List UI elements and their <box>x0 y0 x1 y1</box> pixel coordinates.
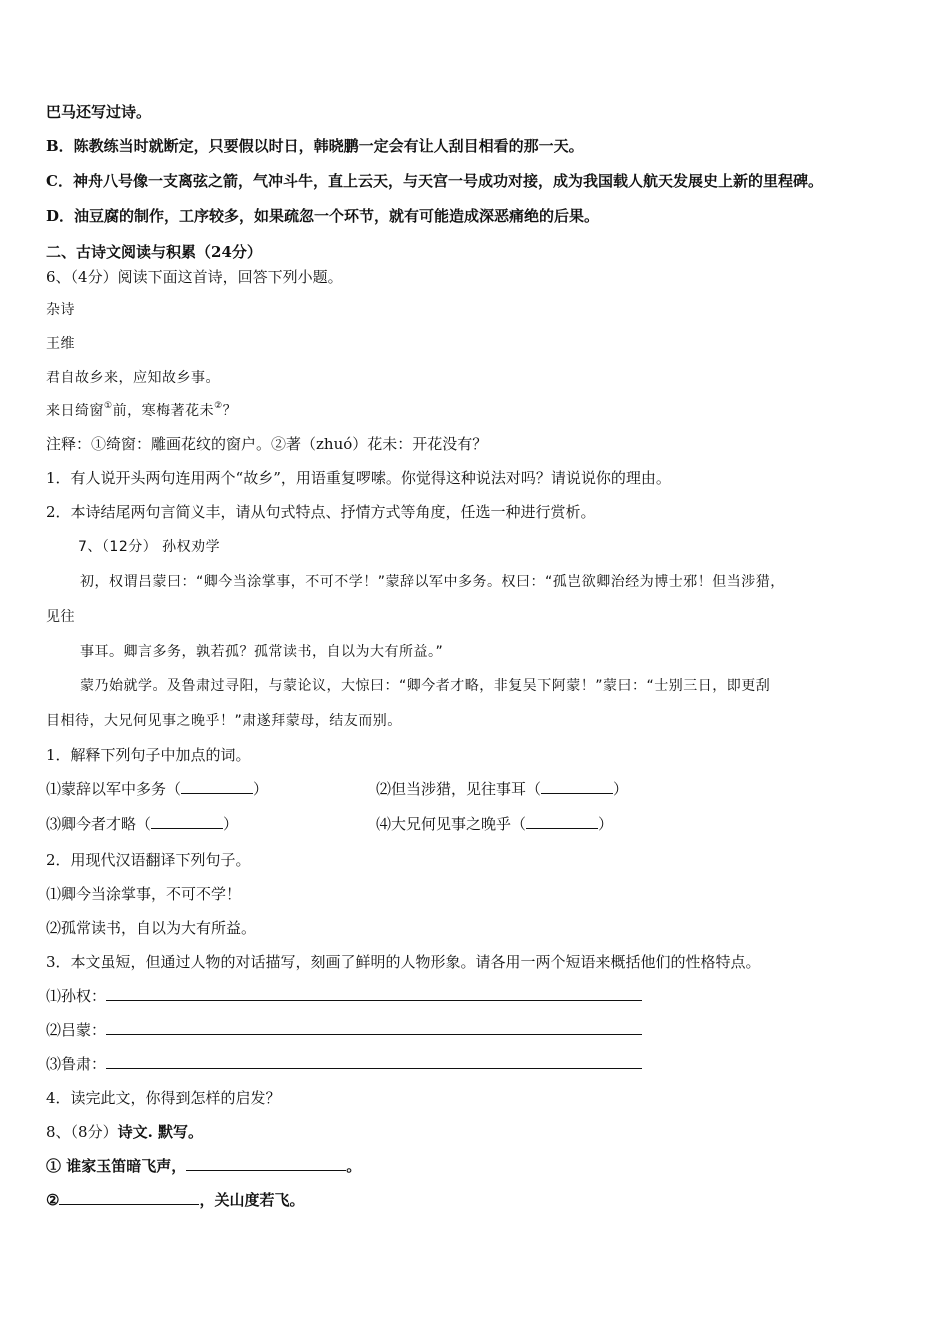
answer-blank[interactable] <box>526 814 598 829</box>
text-line: 巴马还写过诗。 <box>46 103 152 121</box>
question-8-stem: 8、（8分）诗文. 默写。 <box>46 1123 204 1141</box>
passage-line: 蒙乃始就学。及鲁肃过寻阳，与蒙论议，大惊曰：“卿今者才略，非复吴下阿蒙！”蒙曰：“士别三日，即更刮 <box>80 678 771 694</box>
translate-item: ⑴卿今当涂掌事，不可不学！ <box>46 885 242 903</box>
poem-title: 杂诗 <box>46 302 75 318</box>
option-b: B．陈教练当时就断定，只要假以时日，韩晓鹏一定会有让人刮目相看的那一天。 <box>46 137 584 155</box>
question-6-sub-1: 1．有人说开头两句连用两个“故乡”，用语重复啰嗦。你觉得这种说法对吗？请说说你的理由。 <box>46 469 671 487</box>
dictation-line-2: ② ，关山度若飞。 <box>46 1191 305 1209</box>
question-6-stem: 6、（4分）阅读下面这首诗，回答下列小题。 <box>46 268 343 286</box>
passage-line: 目相待，大兄何见事之晚乎！”肃遂拜蒙母，结友而别。 <box>46 713 402 729</box>
question-7-sub-3: 3．本文虽短，但通过人物的对话描写，刻画了鲜明的人物形象。请各用一两个短语来概括他们的性格特点。 <box>46 953 761 971</box>
word-explain-row: ⑶卿今者才略（ ） ⑷大兄何见事之晚乎（ ） <box>46 815 614 833</box>
answer-blank[interactable] <box>59 1190 199 1205</box>
question-6-sub-2: 2．本诗结尾两句言简义丰，请从句式特点、抒情方式等角度，任选一种进行赏析。 <box>46 503 596 521</box>
character-row: ⑶鲁肃： <box>46 1054 642 1074</box>
option-c: C．神舟八号像一支离弦之箭，气冲斗牛，直上云天，与天宫一号成功对接，成为我国载人航天发展史上新的里程碑。 <box>46 172 823 190</box>
translate-item: ⑵孤常读书，自以为大有所益。 <box>46 919 257 937</box>
word-explain-row: ⑴蒙辞以军中多务（ ） ⑵但当涉猎，见往事耳（ ） <box>46 780 629 798</box>
question-7-sub-4: 4．读完此文，你得到怎样的启发？ <box>46 1089 281 1107</box>
passage-line: 事耳。卿言多务，孰若孤？孤常读书，自以为大有所益。” <box>80 644 444 660</box>
answer-line[interactable] <box>106 1020 642 1035</box>
option-d: D．油豆腐的制作，工序较多，如果疏忽一个环节，就有可能造成深恶痛绝的后果。 <box>46 207 600 225</box>
question-7-stem: 7、（12分） 孙权劝学 <box>78 539 221 555</box>
passage-line: 初，权谓吕蒙曰：“卿今当涂掌事，不可不学！”蒙辞以军中多务。权曰：“孤岂欲卿治经为博士邪！但当涉猎， <box>80 574 785 590</box>
poem-author: 王维 <box>46 336 75 352</box>
question-7-sub-1: 1．解释下列句子中加点的词。 <box>46 746 251 764</box>
poem-note: 注释：①绮窗：雕画花纹的窗户。②著（zhuó）花未：开花没有？ <box>46 435 488 453</box>
answer-blank[interactable] <box>151 814 223 829</box>
character-row: ⑵吕蒙： <box>46 1020 642 1040</box>
character-row: ⑴孙权： <box>46 986 642 1006</box>
answer-line[interactable] <box>106 986 642 1001</box>
answer-blank[interactable] <box>181 779 253 794</box>
answer-blank[interactable] <box>186 1156 346 1171</box>
passage-line: 见往 <box>46 609 75 625</box>
poem-line-2: 来日绮窗①前，寒梅著花未②？ <box>46 401 238 419</box>
answer-blank[interactable] <box>541 779 613 794</box>
dictation-line-1: ① 谁家玉笛暗飞声， 。 <box>46 1157 362 1175</box>
section-heading: 二、古诗文阅读与积累（24分） <box>46 243 262 261</box>
answer-line[interactable] <box>106 1054 642 1069</box>
question-7-sub-2: 2．用现代汉语翻译下列句子。 <box>46 851 251 869</box>
poem-line-1: 君自故乡来，应知故乡事。 <box>46 370 220 386</box>
